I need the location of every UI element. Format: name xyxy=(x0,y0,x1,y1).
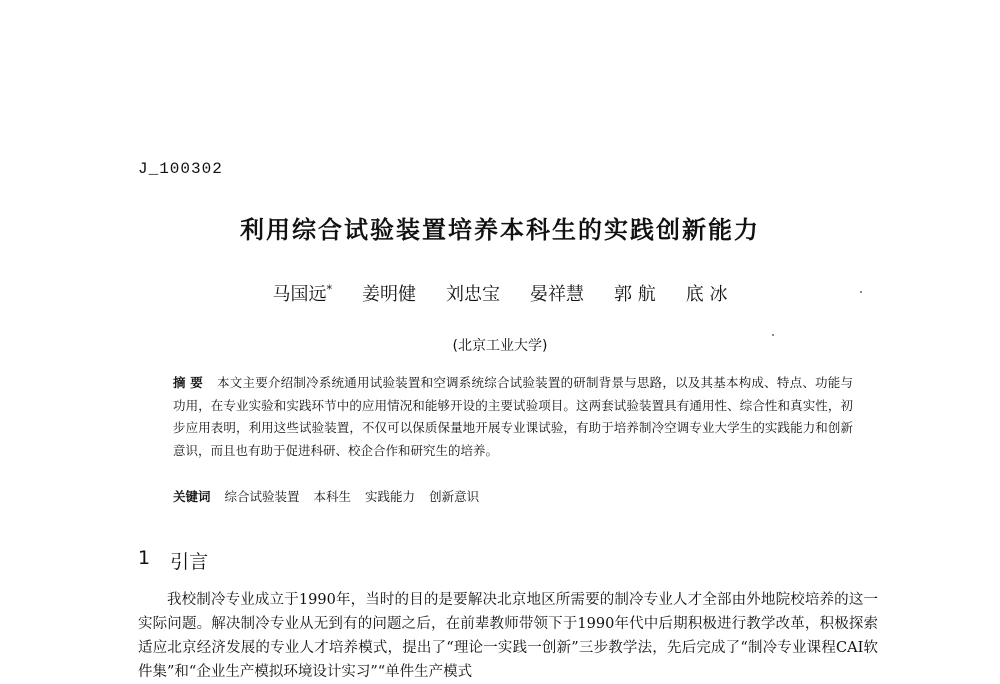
abstract xyxy=(173,372,853,462)
scan-speck xyxy=(860,291,862,293)
author: 底 冰 xyxy=(685,284,728,305)
author-list xyxy=(0,280,1000,306)
keywords-label: 关键词 xyxy=(173,489,211,504)
abstract-label: 摘 要 xyxy=(173,375,204,390)
section-number: 1 xyxy=(138,547,151,569)
affiliation: (北京工业大学) xyxy=(452,338,548,354)
keyword: 创新意识 xyxy=(429,489,480,504)
author: 晏祥慧 xyxy=(530,284,585,305)
section-title: 引言 xyxy=(170,551,209,573)
author: 姜明健 xyxy=(362,284,417,305)
author: 刘忠宝 xyxy=(446,284,501,305)
paper-title: 利用综合试验装置培养本科生的实践创新能力 xyxy=(240,216,760,244)
document-id: J_100302 xyxy=(138,160,223,178)
keyword: 本科生 xyxy=(313,489,352,504)
keywords xyxy=(173,487,479,505)
abstract-text: 本文主要介绍制冷系统通用试验装置和空调系统综合试验装置的研制背景与思路，以及其基本构成、特点、功能与功用，在专业实验和实践环节中的应用情况和能够开设的主要试验项目。这两套试验装置具有通用性、综合性和真实性，初步应用表明，利用这些试验装置，不仅可以保质保量地开展专业课试验，有助于培养制冷空调专业大学生的实践能力和创新意识，而且也有助于促进科研、校企合作和研究生的培养。 xyxy=(173,375,853,458)
author: 郭 航 xyxy=(614,284,656,305)
section-heading xyxy=(138,547,208,574)
keyword: 实践能力 xyxy=(365,489,416,504)
body-paragraph: 我校制冷专业成立于1990年，当时的目的是要解决北京地区所需要的制冷专业人才全部由外地院校培养的这一实际问题。解决制冷专业从无到有的问题之后，在前辈教师带领下于1990年代中后期积极进行教学改革，积极探索适应北京经济发展的专业人才培养模式，提出了“理论一实践一创新”三步教学法，先后完成了“制冷专业课程CAI软件集”和“企业生产模拟环境设计实习”“单件生产模式 xyxy=(138,592,878,680)
author: 马国远* xyxy=(272,283,333,305)
keyword: 综合试验装置 xyxy=(224,489,300,504)
scan-speck xyxy=(772,334,774,336)
